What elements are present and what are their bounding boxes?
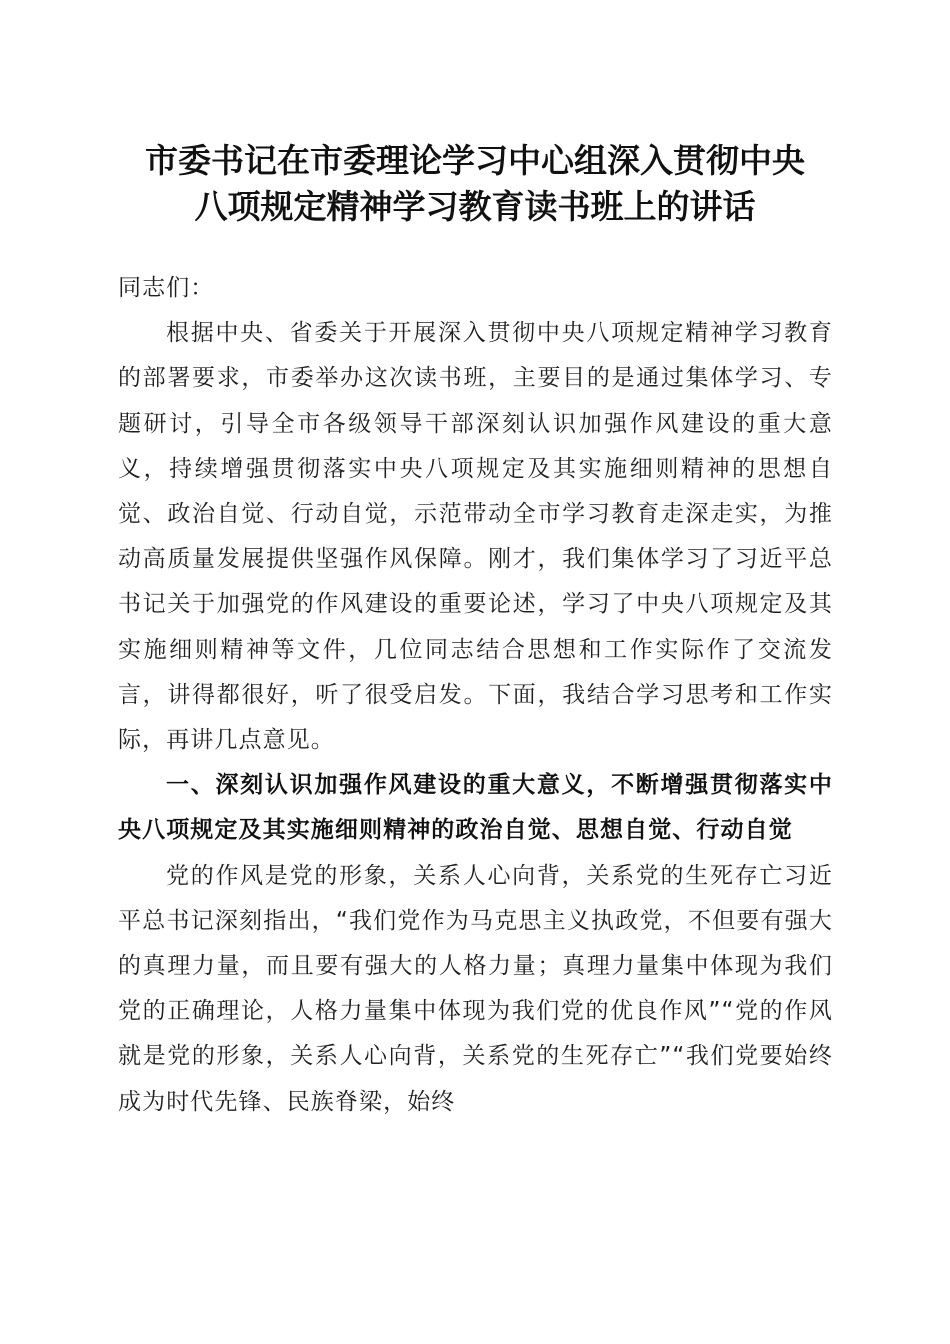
- paragraph-intro: 根据中央、省委关于开展深入贯彻中央八项规定精神学习教育的部署要求，市委举办这次读书班，主要目的是通过集体学习、专题研讨，引导全市各级领导干部深刻认识加强作风建设的重大意义，持续增强贯彻落实中央八项规定及其实施细则精神的思想自觉、政治自觉、行动自觉，示范带动全市学习教育走深走实，为推动高质量发展提供坚强作风保障。刚才，我们集体学习了习近平总书记关于加强党的作风建设的重要论述，学习了中央八项规定及其实施细则精神等文件，几位同志结合思想和工作实际作了交流发言，讲得都很好，听了很受启发。下面，我结合学习思考和工作实际，再讲几点意见。: [118, 320, 833, 754]
- document-title-line-2: 八项规定精神学习教育读书班上的讲话: [194, 187, 756, 226]
- section-heading-1: 一、深刻认识加强作风建设的重大意义，不断增强贯彻落实中央八项规定及其实施细则精神的政治自觉、思想自觉、行动自觉: [118, 772, 833, 844]
- salutation: 同志们：: [118, 275, 215, 301]
- document-body: [118, 266, 833, 1125]
- paragraph-section-1: 党的作风是党的形象，关系人心向背，关系党的生死存亡习近平总书记深刻指出，“我们党作为马克思主义执政党，不但要有强大的真理力量，而且要有强大的人格力量；真理力量集中体现为我们党的正确理论，人格力量集中体现为我们党的优良作风”“党的作风就是党的形象，关系人心向背，关系党的生死存亡”“我们党要始终成为时代先锋、民族脊梁，始终: [118, 862, 833, 1115]
- document-title-line-1: 市委书记在市委理论学习中心组深入贯彻中央: [145, 141, 805, 180]
